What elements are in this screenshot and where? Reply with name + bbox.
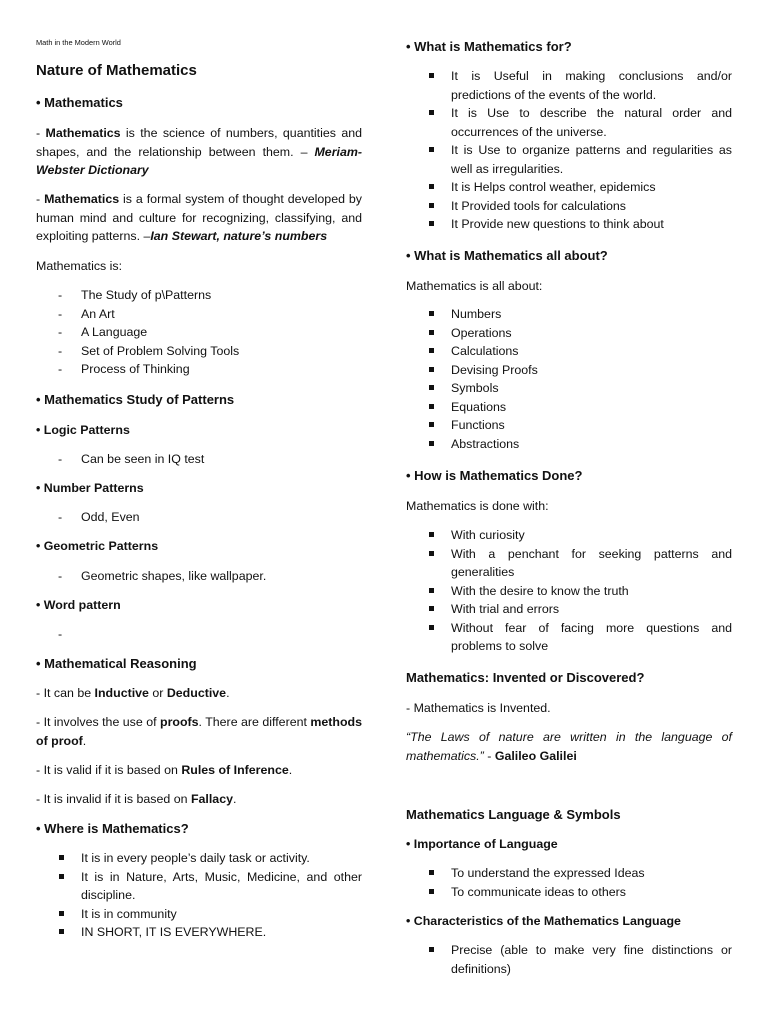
list-item: With curiosity: [406, 526, 732, 545]
list-item: Operations: [406, 324, 732, 343]
reasoning-line-3: - It is valid if it is based on Rules of Inference.: [36, 763, 293, 777]
list-item: To understand the expressed Ideas: [406, 864, 732, 883]
list-item: To communicate ideas to others: [406, 883, 732, 902]
list-item: With the desire to know the truth: [406, 582, 732, 601]
invented-heading: Mathematics: Invented or Discovered?: [406, 670, 645, 685]
list-item: Precise (able to make very fine distinctions or definitions): [406, 941, 732, 978]
list-item: It is Helps control weather, epidemics: [406, 178, 732, 197]
language-heading: Mathematics Language & Symbols: [406, 807, 621, 822]
reasoning-line-2: - It involves the use of proofs. There are different methods of proof.: [36, 715, 363, 748]
list-item: It is in every people’s daily task or activity.: [36, 849, 362, 868]
page-title: Nature of Mathematics: [36, 62, 197, 79]
list-item: It is in Nature, Arts, Music, Medicine, and other discipline.: [36, 868, 362, 905]
list-item: It is Useful in making conclusions and/or predictions of the events of the world.: [406, 67, 732, 104]
list-item: IN SHORT, IT IS EVERYWHERE.: [36, 923, 362, 942]
for-heading: • What is Mathematics for?: [406, 39, 572, 54]
list-item: - The Study of p\Patterns: [36, 286, 362, 305]
page-header: Math in the Modern World: [36, 38, 121, 47]
invented-text: - Mathematics is Invented.: [406, 701, 551, 715]
geometric-patterns-list: [36, 567, 362, 586]
list-item: It is Use to organize patterns and regularities as well as irregularities.: [406, 141, 732, 178]
list-item: It is in community: [36, 905, 362, 924]
geometric-patterns-label: • Geometric Patterns: [36, 539, 159, 553]
list-item: Functions: [406, 416, 732, 435]
definition-paragraph-1: - Mathematics is the science of numbers, quantities and shapes, and the relationship between them. – Meriam-Webster Dictionary: [36, 126, 362, 177]
list-item: Devising Proofs: [406, 361, 732, 380]
mathematics-is-list: [36, 286, 362, 379]
done-list: [406, 526, 732, 656]
definition-paragraph-2: - Mathematics is a formal system of thought developed by human mind and culture for recognizing, classifying, and exploiting patterns. –Ian Stewart, nature’s numbers: [36, 192, 362, 243]
list-item: - Set of Problem Solving Tools: [36, 342, 362, 361]
list-item: - Geometric shapes, like wallpaper.: [36, 567, 362, 586]
list-item: - An Art: [36, 305, 362, 324]
mathematics-is-label: Mathematics is:: [36, 259, 123, 273]
importance-list: [406, 864, 732, 901]
importance-label: • Importance of Language: [406, 837, 558, 851]
characteristics-label: • Characteristics of the Mathematics Language: [406, 914, 681, 928]
list-item: - Odd, Even: [36, 508, 362, 527]
done-intro: Mathematics is done with:: [406, 499, 549, 513]
patterns-heading: • Mathematics Study of Patterns: [36, 392, 235, 407]
galileo-quote: “The Laws of nature are written in the language of mathematics.” - Galileo Galilei: [406, 730, 732, 763]
list-item: Equations: [406, 398, 732, 417]
list-item: Calculations: [406, 342, 732, 361]
list-item: - A Language: [36, 323, 362, 342]
list-item: Numbers: [406, 305, 732, 324]
word-pattern-label: • Word pattern: [36, 598, 121, 612]
list-item: Without fear of facing more questions and problems to solve: [406, 619, 732, 656]
for-list: [406, 67, 732, 234]
list-item: It Provide new questions to think about: [406, 215, 732, 234]
mathematics-heading: • Mathematics: [36, 95, 123, 110]
logic-patterns-label: • Logic Patterns: [36, 423, 130, 437]
about-heading: • What is Mathematics all about?: [406, 248, 608, 263]
list-item: Symbols: [406, 379, 732, 398]
about-list: [406, 305, 732, 453]
list-item: With a penchant for seeking patterns and generalities: [406, 545, 732, 582]
reasoning-line-4: - It is invalid if it is based on Fallacy.: [36, 792, 237, 806]
list-item: It Provided tools for calculations: [406, 197, 732, 216]
done-heading: • How is Mathematics Done?: [406, 468, 583, 483]
reasoning-heading: • Mathematical Reasoning: [36, 656, 197, 671]
list-item: Abstractions: [406, 435, 732, 454]
number-patterns-label: • Number Patterns: [36, 481, 144, 495]
list-item: - Process of Thinking: [36, 360, 362, 379]
list-item: - Can be seen in IQ test: [36, 450, 362, 469]
reasoning-line-1: - It can be Inductive or Deductive.: [36, 686, 230, 700]
logic-patterns-list: [36, 450, 362, 469]
where-list: [36, 849, 362, 942]
where-heading: • Where is Mathematics?: [36, 821, 189, 836]
characteristics-list: [406, 941, 732, 978]
about-intro: Mathematics is all about:: [406, 279, 543, 293]
list-item: It is Use to describe the natural order and occurrences of the universe.: [406, 104, 732, 141]
number-patterns-list: [36, 508, 362, 527]
list-item: With trial and errors: [406, 600, 732, 619]
